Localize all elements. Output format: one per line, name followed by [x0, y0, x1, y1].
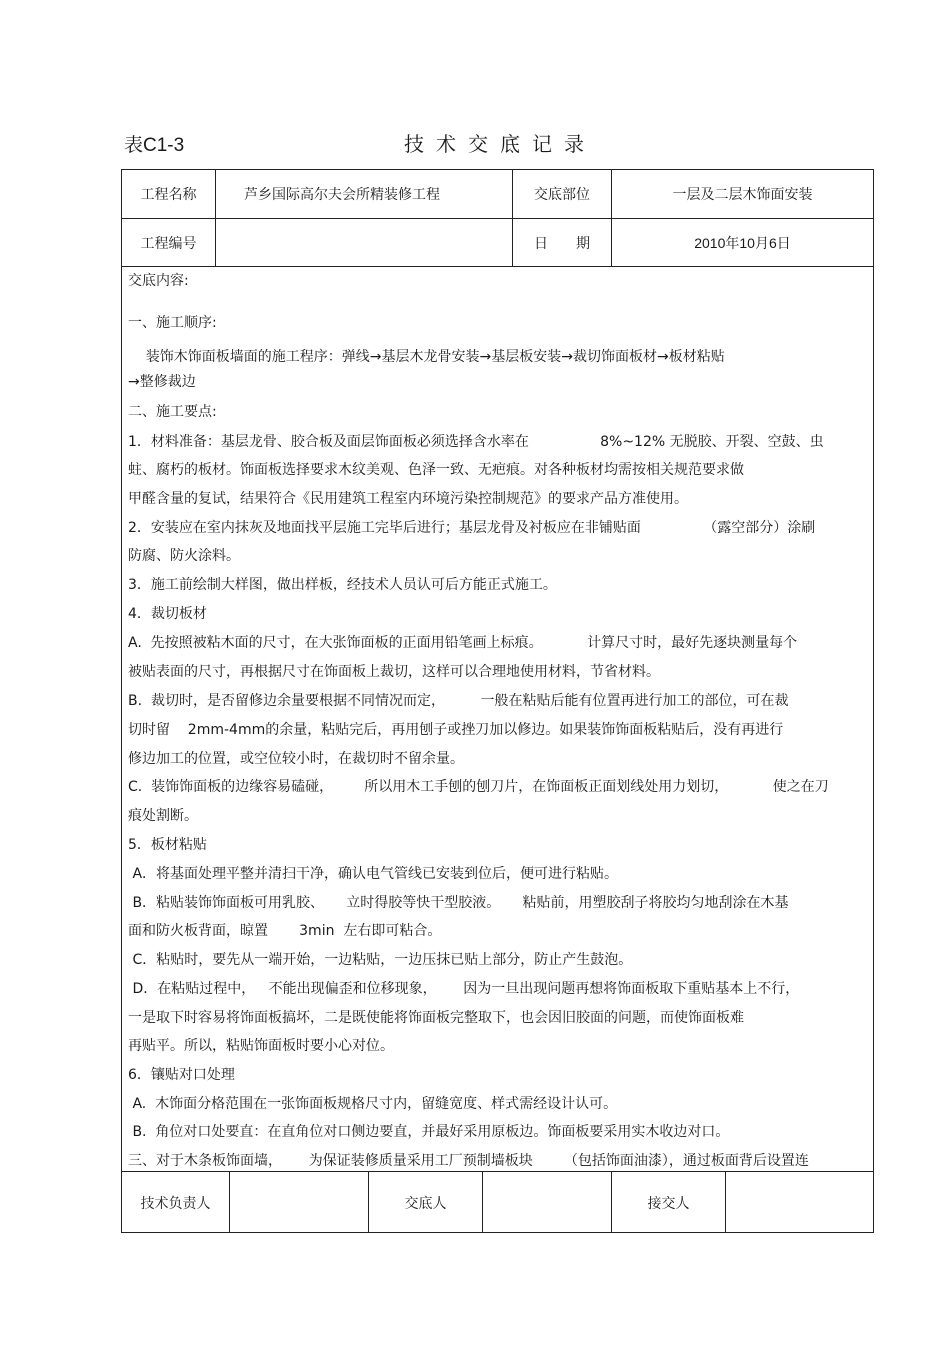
content-line: C. 装饰饰面板的边缘容易磕碰， 所以用木工手刨的刨刀片，在饰面板正面划线处用力划切， 使之在刀: [128, 779, 829, 795]
date-value: 2010年10月6日: [694, 234, 791, 251]
content-line: →整修裁边: [128, 374, 196, 390]
content-line: B. 裁切时，是否留修边余量要根据不同情况而定， 一般在粘贴后能有位置再进行加工的部位，可在裁: [128, 693, 789, 709]
content-line: 痕处割断。: [128, 808, 198, 824]
location-label: 交底部位: [534, 187, 590, 203]
document-title: 技术交底记录: [404, 132, 596, 156]
content-line: 交底内容:: [128, 273, 189, 289]
location-value: 一层及二层木饰面安装: [672, 187, 813, 203]
content-line: B．粘贴装饰饰面板可用乳胶、 立时得胶等快干型胶液。 粘贴前，用塑胶刮子将胶均匀地刮涂在木基: [128, 895, 789, 911]
content-line: 装饰木饰面板墙面的施工程序：弹线→基层木龙骨安装→基层板安装→裁切饰面板材→板材粘贴: [128, 349, 725, 365]
content-line: 面和防火板背面，晾置 3min 左右即可粘合。: [128, 923, 442, 939]
date-label: 日 期: [534, 235, 590, 252]
content-line: 防腐、防火涂料。: [128, 548, 240, 564]
tech-lead-label: 技术负责人: [140, 1195, 211, 1212]
content-line: 5．板材粘贴: [128, 837, 207, 853]
content-line: 再贴平。所以，粘贴饰面板时要小心对位。: [128, 1038, 394, 1054]
discloser-value: [483, 1172, 611, 1233]
disclosure-table: [121, 169, 874, 1233]
content-line: A. 木饰面分格范围在一张饰面板规格尺寸内，留缝宽度、样式需经设计认可。: [128, 1096, 618, 1112]
content-line: 一是取下时容易将饰面板搞坏，二是既使能将饰面板完整取下，也会因旧胶面的问题，而使饰面板难: [128, 1010, 744, 1026]
receiver-value: [726, 1172, 873, 1233]
content-line: 一、施工顺序:: [128, 315, 217, 331]
discloser-label: 交底人: [404, 1195, 447, 1212]
content-line: 1．材料准备：基层龙骨、胶合板及面层饰面板必须选择含水率在 8%~12% 无脱胶、开裂、空鼓、虫: [128, 434, 824, 450]
project-name-label: 工程名称: [140, 187, 197, 203]
content-line: 甲醛含量的复试，结果符合《民用建筑工程室内环境污染控制规范》的要求产品方准使用。: [128, 491, 688, 507]
content-line: 修边加工的位置，或空位较小时，在裁切时不留余量。: [128, 751, 464, 767]
content-line: A．将基面处理平整并清扫干净，确认电气管线已安装到位后，便可进行粘贴。: [128, 866, 619, 882]
tech-lead-value: [230, 1172, 368, 1233]
form-code: 表C1-3: [124, 135, 185, 156]
content-line: 6．镶贴对口处理: [128, 1067, 235, 1083]
content-line: C．粘贴时，要先从一端开始，一边粘贴，一边压抹已贴上部分，防止产生鼓泡。: [128, 952, 633, 968]
content-line: 蛀、腐朽的板材。饰面板选择要求木纹美观、色泽一致、无疤痕。对各种板材均需按相关规范要求做: [128, 462, 744, 478]
content-line: D．在粘贴过程中， 不能出现偏歪和位移现象， 因为一旦出现问题再想将饰面板取下重贴基本上不行，: [128, 981, 800, 997]
receiver-label: 接交人: [647, 1195, 690, 1212]
content-line: 4．裁切板材: [128, 606, 207, 622]
content-line: B. 角位对口处要直：在直角位对口侧边要直，并最好采用原板边。饰面板要采用实木收边对口。: [128, 1124, 730, 1140]
content-line: 2．安装应在室内抹灰及地面找平层施工完毕后进行；基层龙骨及衬板应在非铺贴面 （露空部分）涂刷: [128, 520, 816, 536]
project-name-value: 芦乡国际高尔夫会所精装修工程: [244, 187, 440, 203]
project-no-label: 工程编号: [140, 235, 197, 252]
content-line: 二、施工要点:: [128, 404, 217, 420]
content-line: 三、对于木条板饰面墙， 为保证装修质量采用工厂预制墙板块 （包括饰面油漆），通过板面背后设置连: [128, 1153, 809, 1169]
content-line: 被贴表面的尺寸，再根据尺寸在饰面板上裁切，这样可以合理地使用材料，节省材料。: [128, 664, 660, 680]
content-line: 3．施工前绘制大样图，做出样板，经技术人员认可后方能正式施工。: [128, 577, 557, 593]
content-line: A. 先按照被粘木面的尺寸，在大张饰面板的正面用铅笔画上标痕。 计算尺寸时，最好先逐块测量每个: [128, 635, 798, 651]
project-no-value: [216, 219, 512, 266]
disclosure-content: [122, 267, 873, 1171]
content-line: 切时留 2mm-4mm的余量，粘贴完后，再用刨子或挫刀加以修边。如果装饰饰面板粘贴后，没有再进行: [128, 722, 784, 738]
